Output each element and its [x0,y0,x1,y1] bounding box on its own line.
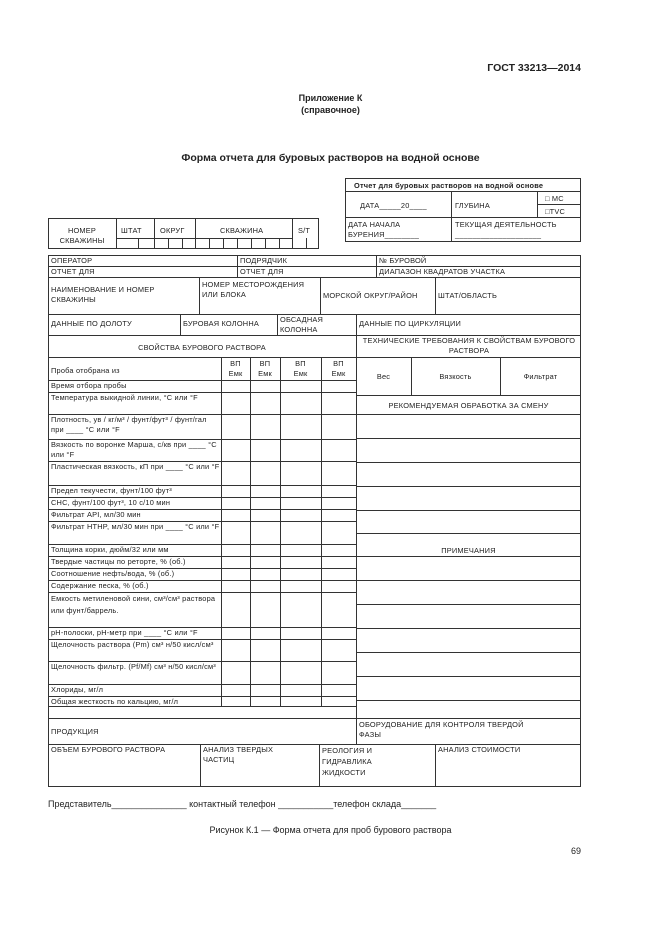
property-row: pH-полоски, pH-метр при ____ °С или °F [51,628,198,637]
well-number-label: НОМЕР СКВАЖИНЫ [59,226,105,245]
figure-caption: Рисунок К.1 — Форма отчета для проб бурового раствора [209,825,452,835]
sea-district-label: МОРСКОЙ ОКРУГ/РАЙОН [323,291,418,300]
district-label: ОКРУГ [160,226,185,235]
mud-requirements-title: ТЕХНИЧЕСКИЕ ТРЕБОВАНИЯ К СВОЙСТВАМ БУРОВОГО РАСТВОРА [362,336,576,355]
property-row: СНС, фунт/100 фут³, 10 с/10 мин [51,498,171,507]
rheology-label: РЕОЛОГИЯ И ГИДРАВЛИКА ЖИДКОСТИ [322,746,373,777]
property-row: Фильтрат API, мл/30 мин [51,510,141,519]
property-row: Щелочность раствора (Pm) см³ н/50 кисл/см³ [51,640,214,649]
tvc-checkbox[interactable]: □TVC [545,207,566,216]
viscosity-label: Вязкость [439,372,472,381]
filtrate-label: Фильтрат [523,372,558,381]
property-row: Емкость метиленовой сини, см³/см³ раствора или фунт/баррель. [51,594,216,615]
sample-column-4: ВП Емк [331,359,346,378]
property-row: Время отбора пробы [51,381,127,390]
report-header-title: Отчет для буровых растворов на водной основе [354,181,544,190]
property-row: Общая жесткость по кальцию, мг/л [51,697,179,706]
bit-data-label: ДАННЫЕ ПО ДОЛОТУ [51,319,132,328]
property-row: Фильтрат HTHP, мл/30 мин при ____ °С или °F [51,522,220,531]
notes-label: ПРИМЕЧАНИЯ [441,546,496,555]
contractor-label: ПОДРЯДЧИК [240,256,288,265]
solids-control-equipment-label: ОБОРУДОВАНИЕ ДЛЯ КОНТРОЛЯ ТВЕРДОЙ ФАЗЫ [359,720,524,739]
standard-number: ГОСТ 33213—2014 [487,62,581,74]
mud-properties-title: СВОЙСТВА БУРОВОГО РАСТВОРА [138,343,266,352]
property-row: Температура выкидной линии, °С или °F [51,393,198,402]
depth-field[interactable]: ГЛУБИНА [455,201,490,210]
appendix-type: (справочное) [301,105,360,115]
well-name-number-label: НАИМЕНОВАНИЕ И НОМЕР СКВАЖИНЫ [51,285,155,304]
property-row: Хлориды, мг/л [51,685,104,694]
production-label: ПРОДУКЦИЯ [51,727,99,736]
ms-checkbox[interactable]: □ МС [545,194,564,203]
date-field[interactable]: ДАТА_____20____ [360,201,427,210]
weight-label: Вес [376,372,391,381]
field-block-label: НОМЕР МЕСТОРОЖДЕНИЯ ИЛИ БЛОКА [202,280,305,299]
property-row: Вязкость по воронке Марша, с/кв при ____ °С или °F [51,440,217,459]
property-row: Твердые частицы по реторте, % (об.) [51,557,186,566]
mud-volume-label: ОБЪЕМ БУРОВОГО РАСТВОРА [51,745,166,754]
rig-number-label: № БУРОВОЙ [379,256,427,265]
drill-string-label: БУРОВАЯ КОЛОННА [183,319,259,328]
property-row: Плотность, ув / кг/м³ / фунт/фут³ / фунт/гал при ____ °С или °F [51,415,207,434]
recommended-treatment-label: РЕКОМЕНДУЕМАЯ ОБРАБОТКА ЗА СМЕНУ [388,401,549,410]
appendix-title: Приложение К [298,93,363,103]
casing-label: ОБСАДНАЯ КОЛОННА [280,315,324,334]
report-for-label: ОТЧЕТ ДЛЯ [51,267,95,276]
property-row: Пластическая вязкость, кП при ____ °С или °F [51,462,220,471]
operator-label: ОПЕРАТОР [51,256,93,265]
well-label: СКВАЖИНА [220,226,264,235]
property-row: Содержание песка, % (об.) [51,581,149,590]
state-label: ШТАТ [121,226,142,235]
solids-analysis-label: АНАЛИЗ ТВЕРДЫХ ЧАСТИЦ [203,745,274,764]
property-row: Щелочность фильтр. (Pf/Mf) см³ н/50 кисл/см³ [51,662,216,671]
property-row: Соотношение нефть/вода, % (об.) [51,569,175,578]
property-row: Предел текучести, фунт/100 фут³ [51,486,172,495]
state-region-label: ШТАТ/ОБЛАСТЬ [438,291,498,300]
report-for-label-2: ОТЧЕТ ДЛЯ [240,267,284,276]
block-range-label: ДИАПАЗОН КВАДРАТОВ УЧАСТКА [379,267,506,276]
sample-column-2: ВП Емк [258,359,272,378]
form-title: Форма отчета для буровых растворов на водной основе [181,152,480,164]
appendix-heading [0,92,661,116]
sample-from-label: Проба отобрана из [51,366,120,375]
signature-line[interactable]: Представитель_______________ контактный телефон ___________телефон склада_______ [48,799,437,809]
property-row: Толщина корки, дюйм/32 или мм [51,545,169,554]
current-activity-field[interactable]: ТЕКУЩАЯ ДЕЯТЕЛЬНОСТЬ ____________________ [455,220,557,239]
sample-column-1: ВП Емк [228,359,243,378]
sample-column-3: ВП Емк [293,359,308,378]
page-number: 69 [570,846,581,856]
st-label: S/T [298,226,311,235]
drill-start-field[interactable]: ДАТА НАЧАЛА БУРЕНИЯ________ [348,220,420,239]
circulation-data-label: ДАННЫЕ ПО ЦИРКУЛЯЦИИ [359,319,462,328]
cost-analysis-label: АНАЛИЗ СТОИМОСТИ [438,745,521,754]
